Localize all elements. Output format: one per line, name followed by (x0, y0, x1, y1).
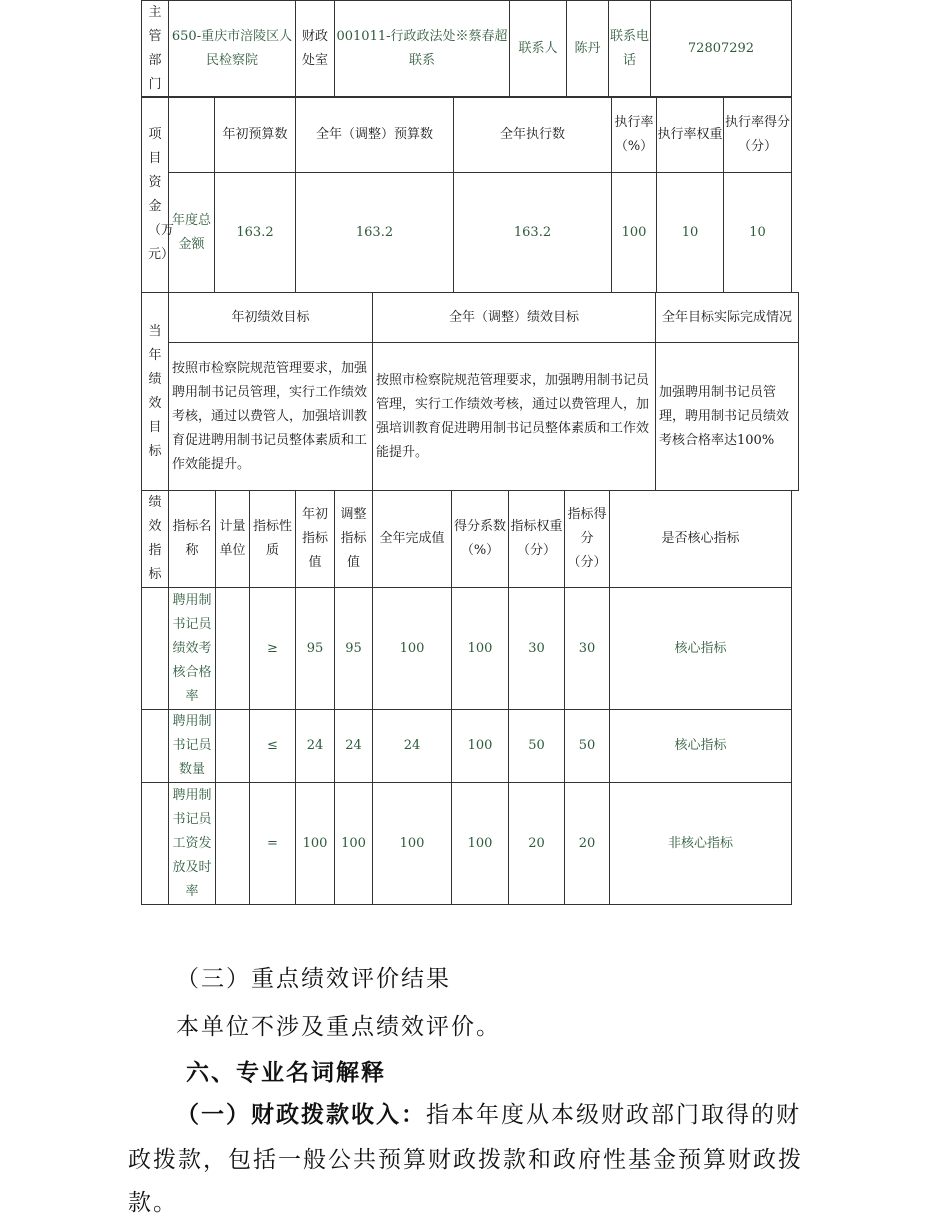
table-row (142, 710, 792, 783)
goals-table (141, 292, 799, 491)
col-indicator-weight: 指标权重（分） (509, 491, 565, 588)
office-label: 财政处室 (296, 1, 335, 98)
glossary-term-1-line1: 指本年度从本级财政部门取得的财 (426, 1102, 801, 1128)
indicator-name: 聘用制书记员数量 (169, 710, 216, 783)
annual-total-label: 年度总金额 (169, 173, 215, 293)
row-blank (142, 588, 169, 710)
actual-completion-text: 加强聘用制书记员管理，聘用制书记员绩效考核合格率达100% (656, 343, 799, 491)
col-indicator-name: 指标名称 (169, 491, 216, 588)
goals-section-label: 当年绩效目标 (142, 293, 169, 491)
contact-label: 联系人 (510, 1, 567, 98)
adjusted-budget-value: 163.2 (296, 173, 454, 293)
row-blank (142, 710, 169, 783)
table-row (142, 588, 792, 710)
glossary-term-1-line2: 政拨款，包括一般公共预算财政拨款和政府性基金预算财政拨 (128, 1147, 803, 1173)
indicators-table (141, 490, 792, 905)
indicator-score: 20 (565, 783, 610, 905)
indicator-coef: 100 (452, 783, 509, 905)
indicator-unit (216, 710, 250, 783)
col-nature: 指标性质 (250, 491, 296, 588)
indicator-adjusted: 24 (335, 710, 373, 783)
glossary-term-1-line3: 款。 (128, 1190, 178, 1216)
executed-value: 163.2 (454, 173, 612, 293)
col-is-core: 是否核心指标 (610, 491, 792, 588)
dept-label: 主管部门 (142, 1, 169, 98)
indicators-section-label: 绩效指标 (142, 491, 169, 588)
indicator-weight: 50 (509, 710, 565, 783)
key-evaluation-text: 本单位不涉及重点绩效评价。 (176, 1014, 501, 1040)
col-indicator-score: 指标得分（分） (565, 491, 610, 588)
col-initial-budget: 年初预算数 (215, 97, 296, 173)
col-initial-goal: 年初绩效目标 (169, 293, 373, 343)
indicator-weight: 20 (509, 783, 565, 905)
indicator-unit (216, 783, 250, 905)
indicator-adjusted: 95 (335, 588, 373, 710)
indicator-coef: 100 (452, 588, 509, 710)
phone-value: 72807292 (651, 1, 792, 98)
col-completed-value: 全年完成值 (373, 491, 452, 588)
indicator-completed: 24 (373, 710, 452, 783)
rate-score-value: 10 (724, 173, 792, 293)
col-rate-score: 执行率得分（分） (724, 97, 792, 173)
indicator-score: 30 (565, 588, 610, 710)
initial-goal-text: 按照市检察院规范管理要求，加强聘用制书记员管理，实行工作绩效考核，通过以费管人，加强培训教育促进聘用制书记员整体素质和工作效能提升。 (169, 343, 373, 491)
indicator-adjusted: 100 (335, 783, 373, 905)
contact-value: 陈丹 (567, 1, 609, 98)
col-score-coef: 得分系数（%） (452, 491, 509, 588)
indicator-initial: 24 (296, 710, 335, 783)
indicator-initial: 100 (296, 783, 335, 905)
indicator-weight: 30 (509, 588, 565, 710)
indicator-nature: ≥ (250, 588, 296, 710)
indicator-completed: 100 (373, 588, 452, 710)
section-heading-glossary: 六、专业名词解释 (186, 1059, 386, 1086)
header-info-table (141, 0, 792, 98)
indicator-core: 非核心指标 (610, 783, 792, 905)
col-exec-rate: 执行率（%） (612, 97, 657, 173)
indicator-initial: 95 (296, 588, 335, 710)
indicator-core: 核心指标 (610, 588, 792, 710)
funds-header-blank (169, 97, 215, 173)
col-initial-value: 年初指标值 (296, 491, 335, 588)
col-actual-completion: 全年目标实际完成情况 (656, 293, 799, 343)
indicator-unit (216, 588, 250, 710)
indicator-name: 聘用制书记员工资发放及时率 (169, 783, 216, 905)
col-adjusted-value: 调整指标值 (335, 491, 373, 588)
col-unit: 计量单位 (216, 491, 250, 588)
row-blank (142, 783, 169, 905)
table-row (142, 783, 792, 905)
exec-rate-value: 100 (612, 173, 657, 293)
office-value: 001011-行政政法处※蔡春超联系 (335, 1, 510, 98)
col-adjusted-goal: 全年（调整）绩效目标 (373, 293, 656, 343)
glossary-term-1 (176, 1096, 801, 1129)
indicator-completed: 100 (373, 783, 452, 905)
phone-label: 联系电话 (609, 1, 651, 98)
indicator-name: 聘用制书记员绩效考核合格率 (169, 588, 216, 710)
funds-table (141, 96, 792, 293)
rate-weight-value: 10 (657, 173, 724, 293)
funds-section-label: 项目资金（万元） (142, 97, 169, 293)
indicator-core: 核心指标 (610, 710, 792, 783)
indicator-coef: 100 (452, 710, 509, 783)
indicator-nature: = (250, 783, 296, 905)
indicator-score: 50 (565, 710, 610, 783)
adjusted-goal-text: 按照市检察院规范管理要求，加强聘用制书记员管理，实行工作绩效考核，通过以费管理人，加强培训教育促进聘用制书记员整体素质和工作效能提升。 (373, 343, 656, 491)
col-adjusted-budget: 全年（调整）预算数 (296, 97, 454, 173)
section-heading-key-evaluation: （三）重点绩效评价结果 (176, 966, 451, 992)
initial-budget-value: 163.2 (215, 173, 296, 293)
col-executed: 全年执行数 (454, 97, 612, 173)
glossary-term-1-label: （一）财政拨款收入： (176, 1101, 426, 1128)
dept-value: 650-重庆市涪陵区人民检察院 (169, 1, 296, 98)
indicator-nature: ≤ (250, 710, 296, 783)
col-rate-weight: 执行率权重 (657, 97, 724, 173)
